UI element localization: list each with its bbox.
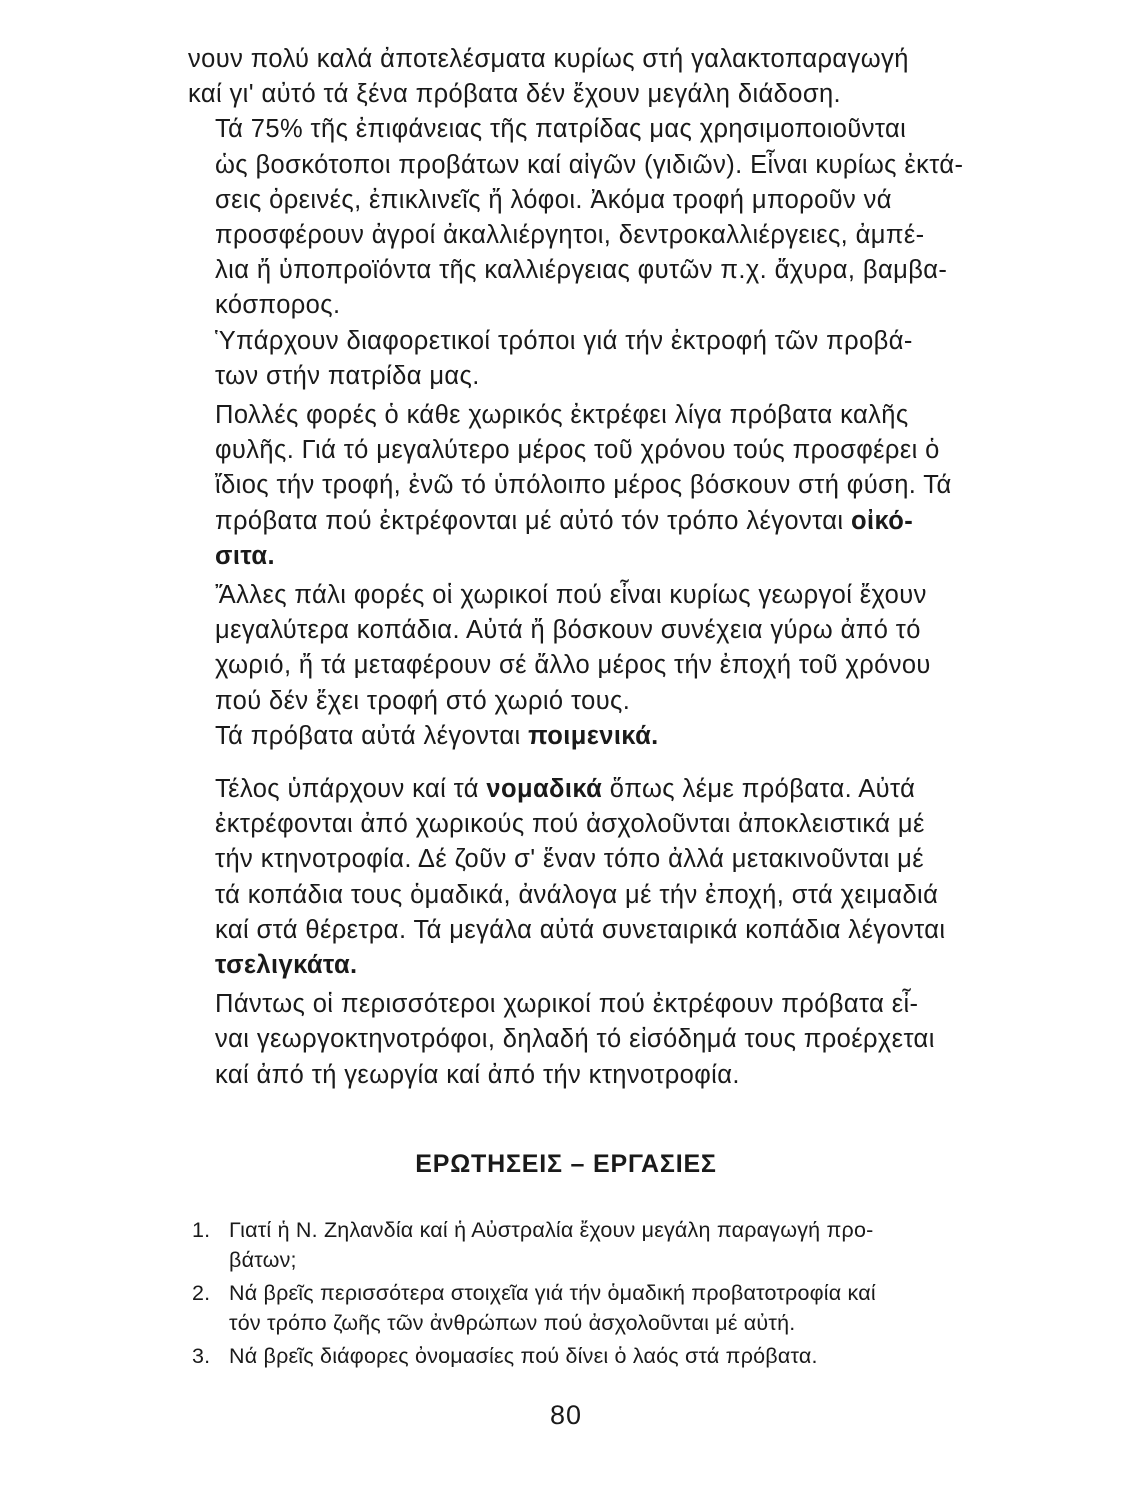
term-oikositа: οἰκό- (850, 506, 914, 535)
text-line: καί ἀπό τή γεωργία καί ἀπό τήν κτηνοτροφία. (215, 1060, 740, 1089)
text-line: ἴδιος τήν τροφή, ἐνῶ τό ὑπόλοιπο μέρος βόσκουν στή φύση. Τά (215, 471, 952, 500)
text-line: μεγαλύτερα κοπάδια. Αὐτά ἤ βόσκουν συνέχεια γύρω ἀπό τό (215, 616, 921, 645)
question-line: Νά βρεῖς περισσότερα στοιχεῖα γιά τήν ὁμαδική προβατοτροφία καί (229, 1281, 876, 1305)
paragraph-grazing-land (188, 112, 1063, 323)
questions-list (192, 1215, 1062, 1374)
page-number: 80 (549, 1400, 583, 1430)
paragraph-nomadic-sheep (188, 772, 1063, 983)
question-line: Γιατί ἡ Ν. Ζηλανδία καί ἡ Αὐστραλία ἔχουν μεγάλη παραγωγή προ- (229, 1218, 874, 1242)
text-line: τά κοπάδια τους ὁμαδικά, ἀνάλογα μέ τήν ἐποχή, στά χειμαδιά (215, 880, 939, 909)
question-number: 3. (192, 1344, 211, 1368)
paragraph-larger-flocks (188, 578, 1063, 719)
text-line: σεις ὀρεινές, ἐπικλινεῖς ἤ λόφοι. Ἀκόμα τροφή μποροῦν νά (215, 185, 892, 214)
text-fragment: πρόβατα πού ἐκτρέφονται μέ αὐτό τόν τρόπο λέγονται (215, 506, 851, 535)
text-line: λια ἤ ὑποπροϊόντα τῆς καλλιέργειας φυτῶν π.χ. ἄχυρα, βαμβα- (215, 256, 948, 285)
paragraph-farmer-herders (188, 987, 1063, 1093)
text-line (188, 504, 1063, 539)
term-oikosita-end: σιτα. (215, 541, 275, 570)
text-line: καί στά θέρετρα. Τά μεγάλα αὐτά συνεταιρικά κοπάδια λέγονται (215, 915, 946, 944)
text-fragment: ὅπως λέμε πρόβατα. Αὐτά (602, 775, 916, 804)
term-tseligkata: τσελιγκάτα. (215, 951, 358, 980)
text-line: φυλῆς. Γιά τό μεγαλύτερο μέρος τοῦ χρόνου τούς προσφέρει ὁ (215, 436, 940, 465)
text-line (188, 948, 1063, 983)
question-number: 1. (192, 1218, 211, 1242)
text-line: των στήν πατρίδα μας. (215, 361, 480, 390)
text-line: Τά 75% τῆς ἐπιφάνειας τῆς πατρίδας μας χρησιμοποιοῦνται (215, 115, 907, 144)
text-line: προσφέρουν ἀγροί ἀκαλλιέργητοι, δεντροκαλλιέργειες, ἀμπέ- (215, 221, 925, 250)
paragraph-household-sheep (188, 398, 1063, 574)
text-line: χωριό, ἤ τά μεταφέρουν σέ ἄλλο μέρος τήν ἐποχή τοῦ χρόνου (215, 651, 931, 680)
paragraph-breeding-methods (188, 324, 1063, 394)
question-item (192, 1215, 1062, 1275)
question-item (192, 1341, 1062, 1371)
text-line (188, 772, 1063, 807)
text-line: ναι γεωργοκτηνοτρόφοι, δηλαδή τό εἰσόδημά τους προέρχεται (215, 1025, 935, 1054)
text-line: πού δέν ἔχει τροφή στό χωριό τους. (215, 686, 631, 715)
text-line: καί γι' αὐτό τά ξένα πρόβατα δέν ἔχουν μεγάλη διάδοση. (188, 80, 842, 109)
text-line: τήν κτηνοτροφία. Δέ ζοῦν σ' ἕναν τόπο ἀλλά μετακινοῦνται μέ (215, 845, 924, 874)
text-fragment: Τέλος ὑπάρχουν καί τά (215, 775, 487, 804)
text-line (188, 539, 1063, 574)
section-heading: ΕΡΩΤΗΣΕΙΣ – ΕΡΓΑΣΙΕΣ (415, 1150, 717, 1178)
text-line: Ὑπάρχουν διαφορετικοί τρόποι γιά τήν ἐκτροφή τῶν προβά- (215, 326, 913, 355)
text-line: Πάντως οἱ περισσότεροι χωρικοί πού ἐκτρέφουν πρόβατα εἶ- (215, 990, 919, 1019)
question-line: τόν τρόπο ζωῆς τῶν ἀνθρώπων πού ἀσχολοῦνται μέ αὐτή. (229, 1311, 796, 1335)
question-item (192, 1278, 1062, 1338)
text-line: νουν πολύ καλά ἀποτελέσματα κυρίως στή γαλακτοπαραγωγή (188, 45, 909, 73)
question-line: βάτων; (229, 1248, 297, 1272)
text-line: ἐκτρέφονται ἀπό χωρικούς πού ἀσχολοῦνται ἀποκλειστικά μέ (215, 810, 925, 839)
paragraph-poimenika (188, 719, 1063, 754)
text-line (188, 719, 1063, 754)
question-number: 2. (192, 1281, 211, 1305)
body-text (188, 42, 1063, 1093)
term-nomadika: νομαδικά (486, 775, 603, 804)
text-line: κόσπορος. (215, 291, 341, 320)
paragraph-continuation (188, 42, 1063, 112)
text-line: Πολλές φορές ὁ κάθε χωρικός ἐκτρέφει λίγα πρόβατα καλῆς (215, 401, 909, 430)
term-poimenika: ποιμενικά. (528, 721, 659, 750)
text-fragment: Τά πρόβατα αὐτά λέγονται (215, 721, 529, 750)
text-line: Ἄλλες πάλι φορές οἱ χωρικοί πού εἶναι κυρίως γεωργοί ἔχουν (215, 581, 927, 610)
text-line: ὡς βοσκότοποι προβάτων καί αἰγῶν (γιδιῶν). Εἶναι κυρίως ἐκτά- (215, 150, 964, 179)
question-line: Νά βρεῖς διάφορες ὀνομασίες πού δίνει ὁ λαός στά πρόβατα. (229, 1344, 818, 1368)
